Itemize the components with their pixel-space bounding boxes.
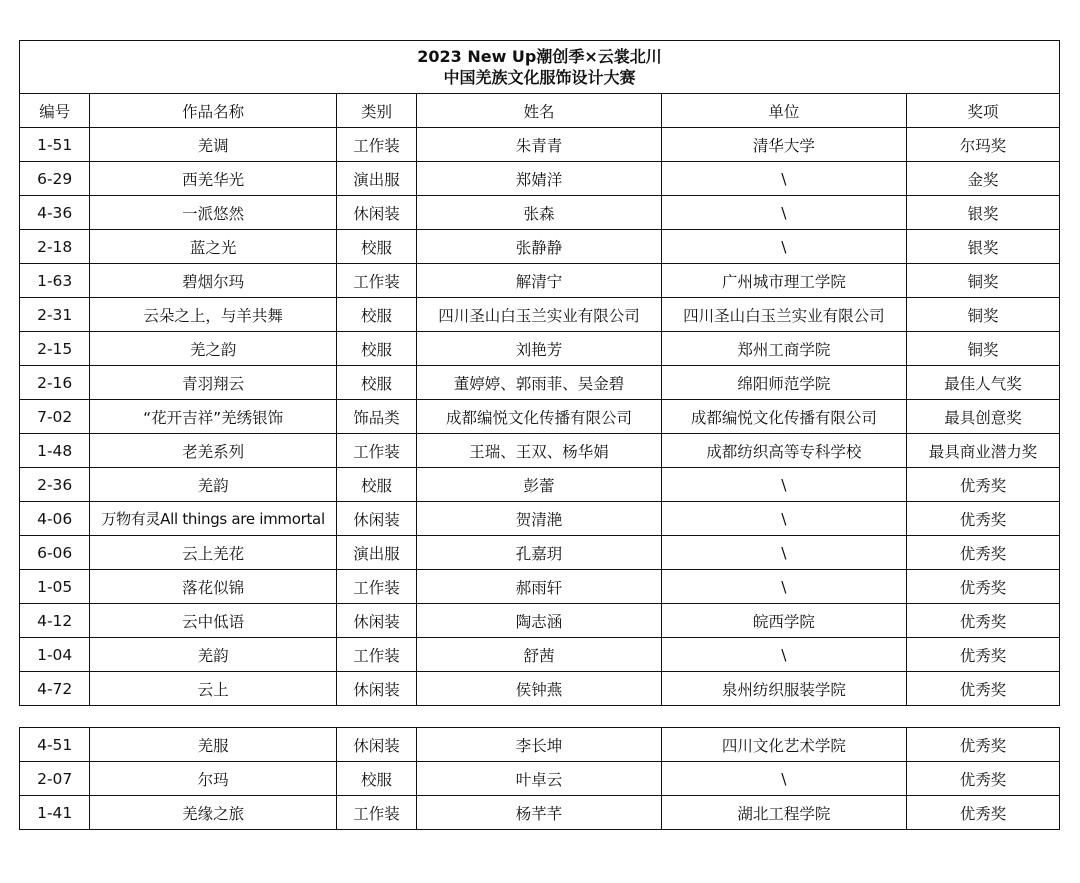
header-organization: 单位: [661, 94, 906, 128]
cell-organization: 湖北工程学院: [661, 796, 906, 830]
cell-work-name: 云朵之上，与羊共舞: [90, 298, 336, 332]
header-category: 类别: [336, 94, 416, 128]
cell-name: 张静静: [417, 230, 661, 264]
cell-name: 四川圣山白玉兰实业有限公司: [417, 298, 661, 332]
table-row: [20, 400, 1060, 434]
cell-work-name: 云中低语: [90, 604, 336, 638]
cell-work-name: 羌缘之旅: [90, 796, 336, 830]
table-row: [20, 468, 1060, 502]
table-row: [20, 128, 1060, 162]
cell-award: 优秀奖: [907, 468, 1060, 502]
table-title: [20, 41, 1060, 94]
table-row: [20, 796, 1060, 830]
cell-award: 优秀奖: [907, 502, 1060, 536]
cell-award: 优秀奖: [907, 762, 1060, 796]
cell-name: 孔嘉玥: [417, 536, 661, 570]
awards-table-continued: [19, 727, 1060, 830]
cell-award: 银奖: [907, 196, 1060, 230]
cell-category: 校服: [336, 332, 416, 366]
cell-name: 解清宁: [417, 264, 661, 298]
header-award: 奖项: [907, 94, 1060, 128]
cell-category: 校服: [336, 762, 416, 796]
title-row: [20, 41, 1060, 94]
cell-number: 2-18: [20, 230, 90, 264]
cell-work-name: 老羌系列: [90, 434, 336, 468]
cell-award: 最具商业潜力奖: [907, 434, 1060, 468]
cell-award: 优秀奖: [907, 796, 1060, 830]
cell-award: 最佳人气奖: [907, 366, 1060, 400]
cell-number: 2-07: [20, 762, 90, 796]
cell-category: 工作装: [336, 570, 416, 604]
header-name: 姓名: [417, 94, 661, 128]
table-row: [20, 502, 1060, 536]
cell-work-name: 羌调: [90, 128, 336, 162]
cell-award: 最具创意奖: [907, 400, 1060, 434]
title-line-2: 中国羌族文化服饰设计大赛: [443, 68, 636, 87]
table-row: [20, 672, 1060, 706]
table-row: [20, 604, 1060, 638]
cell-organization: 清华大学: [661, 128, 906, 162]
cell-organization: 郑州工商学院: [661, 332, 906, 366]
cell-number: 4-12: [20, 604, 90, 638]
cell-award: 金奖: [907, 162, 1060, 196]
cell-award: 铜奖: [907, 298, 1060, 332]
cell-organization: \: [661, 468, 906, 502]
cell-category: 演出服: [336, 536, 416, 570]
cell-work-name: “花开吉祥”羌绣银饰: [90, 400, 336, 434]
cell-organization: \: [661, 162, 906, 196]
cell-work-name: 云上: [90, 672, 336, 706]
cell-number: 4-06: [20, 502, 90, 536]
cell-category: 校服: [336, 298, 416, 332]
table-row: [20, 728, 1060, 762]
cell-category: 休闲装: [336, 672, 416, 706]
cell-work-name: 尔玛: [90, 762, 336, 796]
cell-organization: 泉州纺织服装学院: [661, 672, 906, 706]
cell-award: 优秀奖: [907, 638, 1060, 672]
cell-number: 7-02: [20, 400, 90, 434]
cell-category: 工作装: [336, 796, 416, 830]
cell-award: 优秀奖: [907, 536, 1060, 570]
header-number: 编号: [20, 94, 90, 128]
cell-name: 贺清滟: [417, 502, 661, 536]
cell-number: 1-51: [20, 128, 90, 162]
cell-category: 工作装: [336, 638, 416, 672]
cell-award: 铜奖: [907, 332, 1060, 366]
cell-name: 叶卓云: [417, 762, 661, 796]
cell-work-name: 青羽翔云: [90, 366, 336, 400]
cell-number: 6-06: [20, 536, 90, 570]
cell-number: 1-41: [20, 796, 90, 830]
cell-number: 1-63: [20, 264, 90, 298]
cell-name: 陶志涵: [417, 604, 661, 638]
awards-table: [19, 40, 1060, 706]
cell-organization: 成都编悦文化传播有限公司: [661, 400, 906, 434]
cell-work-name: 羌韵: [90, 468, 336, 502]
cell-organization: \: [661, 536, 906, 570]
cell-organization: \: [661, 638, 906, 672]
cell-organization: 皖西学院: [661, 604, 906, 638]
cell-work-name: 羌韵: [90, 638, 336, 672]
cell-category: 演出服: [336, 162, 416, 196]
cell-organization: 四川文化艺术学院: [661, 728, 906, 762]
cell-organization: \: [661, 762, 906, 796]
cell-category: 校服: [336, 230, 416, 264]
cell-name: 郝雨轩: [417, 570, 661, 604]
cell-award: 优秀奖: [907, 570, 1060, 604]
table-row: [20, 638, 1060, 672]
cell-number: 1-04: [20, 638, 90, 672]
cell-name: 舒茜: [417, 638, 661, 672]
cell-award: 尔玛奖: [907, 128, 1060, 162]
cell-award: 铜奖: [907, 264, 1060, 298]
cell-name: 李长坤: [417, 728, 661, 762]
cell-category: 校服: [336, 366, 416, 400]
cell-organization: 广州城市理工学院: [661, 264, 906, 298]
cell-name: 成都编悦文化传播有限公司: [417, 400, 661, 434]
cell-number: 1-05: [20, 570, 90, 604]
cell-number: 2-15: [20, 332, 90, 366]
table-row: [20, 264, 1060, 298]
table-row: [20, 162, 1060, 196]
cell-work-name: 蓝之光: [90, 230, 336, 264]
cell-category: 工作装: [336, 434, 416, 468]
cell-category: 休闲装: [336, 502, 416, 536]
cell-organization: 四川圣山白玉兰实业有限公司: [661, 298, 906, 332]
cell-number: 4-72: [20, 672, 90, 706]
header-work-name: 作品名称: [90, 94, 336, 128]
table-row: [20, 298, 1060, 332]
header-row: [20, 94, 1060, 128]
cell-organization: 成都纺织高等专科学校: [661, 434, 906, 468]
cell-number: 2-31: [20, 298, 90, 332]
cell-number: 2-16: [20, 366, 90, 400]
cell-category: 休闲装: [336, 728, 416, 762]
cell-name: 郑婧洋: [417, 162, 661, 196]
cell-name: 刘艳芳: [417, 332, 661, 366]
cell-category: 休闲装: [336, 196, 416, 230]
cell-name: 杨芊芊: [417, 796, 661, 830]
cell-work-name: 羌之韵: [90, 332, 336, 366]
cell-organization: \: [661, 502, 906, 536]
cell-work-name: 西羌华光: [90, 162, 336, 196]
table-row: [20, 332, 1060, 366]
cell-number: 4-51: [20, 728, 90, 762]
table-row: [20, 434, 1060, 468]
cell-category: 休闲装: [336, 604, 416, 638]
cell-award: 优秀奖: [907, 604, 1060, 638]
cell-name: 朱青青: [417, 128, 661, 162]
table-row: [20, 366, 1060, 400]
cell-category: 工作装: [336, 128, 416, 162]
cell-award: 银奖: [907, 230, 1060, 264]
cell-number: 4-36: [20, 196, 90, 230]
cell-organization: \: [661, 570, 906, 604]
table-row: [20, 536, 1060, 570]
table-row: [20, 570, 1060, 604]
cell-organization: \: [661, 230, 906, 264]
cell-name: 侯钟燕: [417, 672, 661, 706]
cell-category: 工作装: [336, 264, 416, 298]
cell-category: 校服: [336, 468, 416, 502]
table-row: [20, 230, 1060, 264]
table-row: [20, 762, 1060, 796]
cell-award: 优秀奖: [907, 728, 1060, 762]
cell-work-name: 羌服: [90, 728, 336, 762]
cell-work-name: 落花似锦: [90, 570, 336, 604]
cell-category: 饰品类: [336, 400, 416, 434]
cell-name: 彭蕾: [417, 468, 661, 502]
cell-work-name: 万物有灵All things are immortal: [90, 502, 336, 536]
title-line-1: 2023 New Up潮创季×云裳北川: [417, 47, 662, 66]
cell-name: 张森: [417, 196, 661, 230]
cell-award: 优秀奖: [907, 672, 1060, 706]
cell-organization: \: [661, 196, 906, 230]
cell-name: 王瑞、王双、杨华娟: [417, 434, 661, 468]
table-row: [20, 196, 1060, 230]
cell-name: 董婷婷、郭雨菲、吴金碧: [417, 366, 661, 400]
cell-work-name: 云上羌花: [90, 536, 336, 570]
cell-number: 6-29: [20, 162, 90, 196]
cell-work-name: 一派悠然: [90, 196, 336, 230]
cell-number: 2-36: [20, 468, 90, 502]
cell-number: 1-48: [20, 434, 90, 468]
cell-organization: 绵阳师范学院: [661, 366, 906, 400]
cell-work-name: 碧烟尔玛: [90, 264, 336, 298]
